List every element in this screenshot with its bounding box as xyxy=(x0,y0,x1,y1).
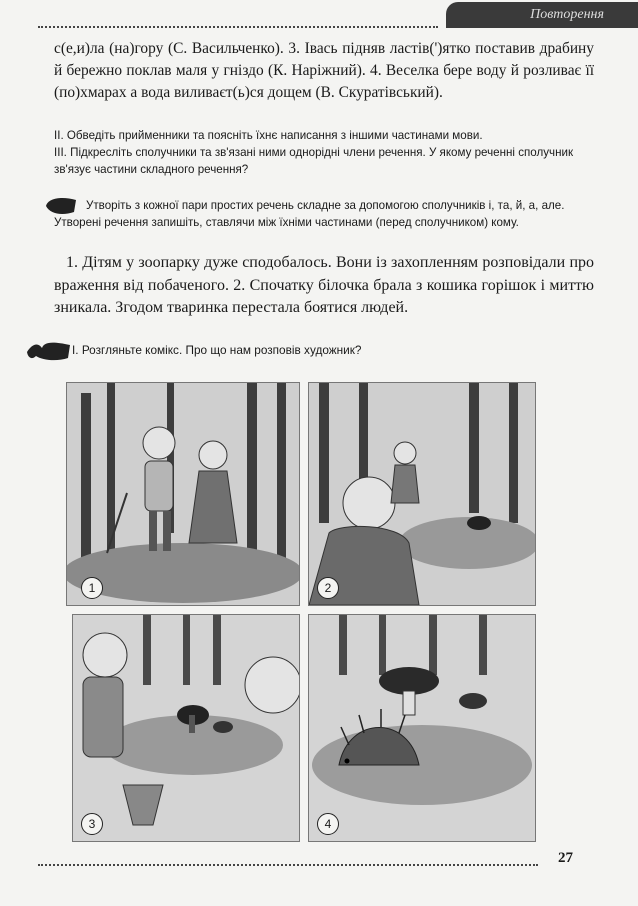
hedgehog-with-mushrooms-icon xyxy=(309,615,535,841)
mushroom-glade-icon xyxy=(73,615,299,841)
panel-number-4: 4 xyxy=(317,813,339,835)
boy-picking-mushrooms-icon xyxy=(309,383,535,605)
task-2: II. Обведіть прийменники та поясніть їхнє написання з іншими частинами мови. xyxy=(54,129,483,142)
forest-walk-icon xyxy=(67,383,299,605)
header-dotted-rule xyxy=(38,12,438,28)
exercise-57-text xyxy=(54,252,594,320)
comic-panel-4 xyxy=(308,614,536,842)
page-number: 27 xyxy=(558,850,573,866)
comic-panel-2 xyxy=(308,382,536,606)
comic-panel-3 xyxy=(72,614,300,842)
exercise-58-badge-icon xyxy=(26,340,72,362)
continuation-text xyxy=(54,38,594,104)
panel-number-2: 2 xyxy=(317,577,339,599)
exercise-57-instruction xyxy=(54,197,594,231)
continuation-paragraph: с(е,и)ла (на)гору (С. Васильченко). 3. Івась підняв ластів(')ятко поставив драбину й бережно поклав маля у гніздо (К. Наріжний). 4. Веселка бере воду й розливає її (по)хмарах а вода виливаєт(ь)ся дощем (В. Скуратівський). xyxy=(54,40,594,101)
panel-number-1: 1 xyxy=(81,577,103,599)
section-tab xyxy=(446,2,638,28)
footer-dotted-rule xyxy=(38,858,538,866)
exercise-58-question: I. Розгляньте комікс. Про що нам розповів художник? xyxy=(72,343,362,357)
task-3: III. Підкресліть сполучники та зв'язані ними однорідні члени речення. У якому реченні сполучник зв'язує частини складного речення? xyxy=(54,146,574,176)
task-list xyxy=(54,127,594,178)
panel-number-3: 3 xyxy=(81,813,103,835)
section-label: Повторення xyxy=(530,7,604,22)
exercise-57-paragraph: 1. Дітям у зоопарку дуже сподобалось. Вони із захопленням розповідали про враження від побаченого. 2. Спочатку білочка брала з кошика горішок і миттю зникала. Згодом тваринка перестала боятися людей. xyxy=(54,254,594,316)
comic-panel-1 xyxy=(66,382,300,606)
exercise-57-instruction-text: Утворіть з кожної пари простих речень складне за допомогою сполучників і, та, й, а, але. Утворені речення запишіть, ставлячи між їхніми частинами (перед сполучником) кому. xyxy=(54,199,565,229)
